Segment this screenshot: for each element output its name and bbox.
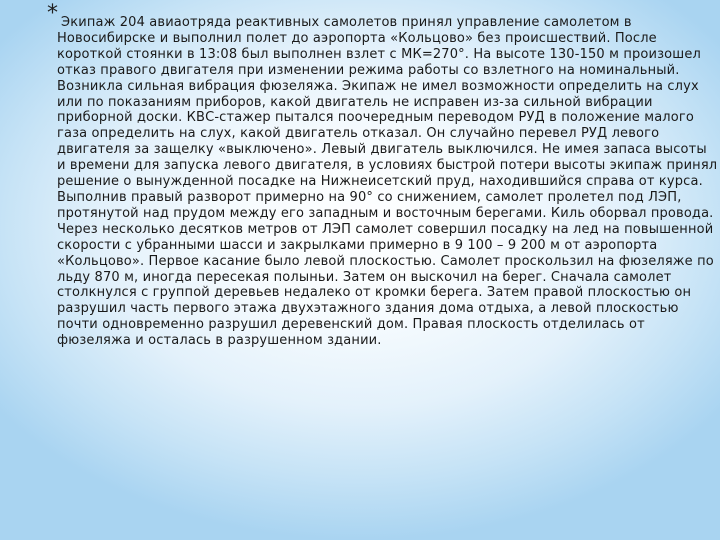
bullet-marker: *	[47, 1, 58, 26]
body-paragraph: Экипаж 204 авиаотряда реактивных самолетов принял управление самолетом в Новосибирске и выполнил полет до аэропорта «Кольцово» без происшествий. После короткой стоянки в 13:08 был выполнен взлет с МК=270°. На высоте 130-150 м произошел отказ правого двигателя при изменении режима работы со взлетного на номинальный. Возникла сильная вибрация фюзеляжа. Экипаж не имел возможности определить на слух или по показаниям приборов, какой двигатель не исправен из-за сильной вибрации приборной доски. КВС-стажер пытался поочередным переводом РУД в положение малого газа определить на слух, какой двигатель отказал. Он случайно перевел РУД левого двигателя за защелку «выключено». Левый двигатель выключился. Не имея запаса высоты и времени для запуска левого двигателя, в условиях быстрой потери высоты экипаж принял решение о вынужденной посадке на Нижнеисетский пруд, находившийся справа от курса. Выполнив правый разворот примерно на 90° со снижением, самолет пролетел под ЛЭП, протянутой над прудом между его западным и восточным берегами. Киль оборвал провода. Через несколько десятков метров от ЛЭП самолет совершил посадку на лед на повышенной скорости с убранными шасси и закрылками примерно в 9 100 – 9 200 м от аэропорта «Кольцово». Первое касание было левой плоскостью. Самолет проскользил на фюзеляже по льду 870 м, иногда пересекая полыньи. Затем он выскочил на берег. Сначала самолет столкнулся с группой деревьев недалеко от кромки берега. Затем правой плоскостью он разрушил часть первого этажа двухэтажного здания дома отдыха, а левой плоскостью почти одновременно разрушил деревенский дом. Правая плоскость отделилась от фюзеляжа и осталась в разрушенном здании.	[57, 15, 718, 349]
